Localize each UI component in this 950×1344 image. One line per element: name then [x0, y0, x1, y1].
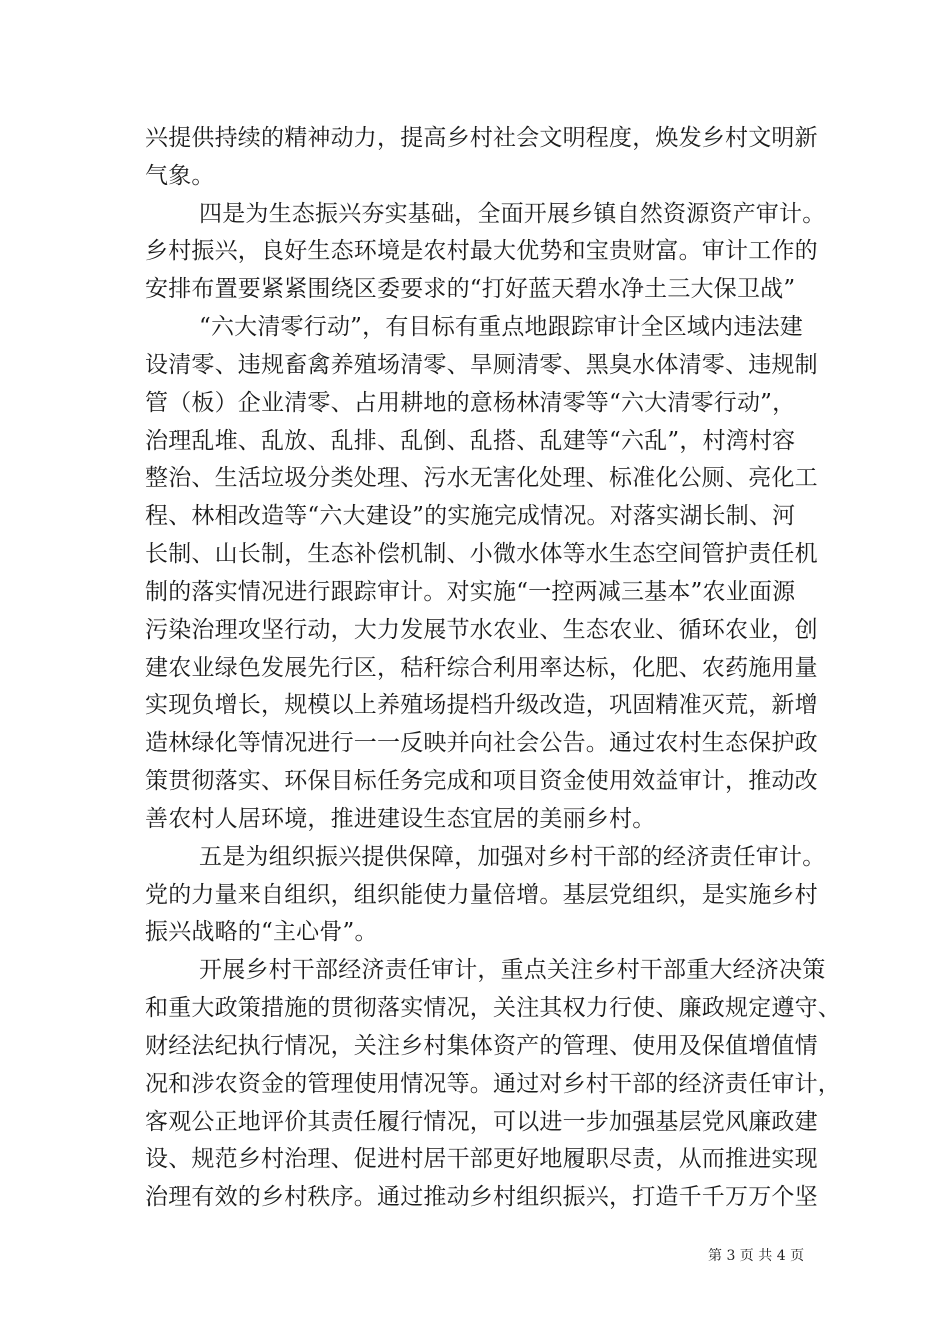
text-line: 况和涉农资金的管理使用情况等。通过对乡村干部的经济责任审计， — [145, 1071, 841, 1097]
text-line: 治理乱堆、乱放、乱排、乱倒、乱搭、乱建等“六乱”，村湾村容 — [145, 428, 796, 454]
text-line: 策贯彻落实、环保目标任务完成和项目资金使用效益审计，推动改 — [145, 768, 818, 794]
text-line: 污染治理攻坚行动，大力发展节水农业、生态农业、循环农业，创 — [145, 617, 818, 643]
text-line: 四是为生态振兴夯实基础，全面开展乡镇自然资源资产审计。 — [199, 201, 826, 227]
text-line: 兴提供持续的精神动力，提高乡村社会文明程度，焕发乡村文明新 — [145, 125, 818, 151]
text-line: 振兴战略的“主心骨”。 — [145, 919, 378, 945]
text-line: “六大清零行动”，有目标有重点地跟踪审计全区域内违法建 — [199, 314, 803, 340]
page-number: 第 3 页 共 4 页 — [708, 1248, 805, 1264]
text-line: 党的力量来自组织，组织能使力量倍增。基层党组织，是实施乡村 — [145, 882, 818, 908]
text-line: 安排布置要紧紧围绕区委要求的“打好蓝天碧水净土三大保卫战” — [145, 276, 796, 302]
text-line: 开展乡村干部经济责任审计，重点关注乡村干部重大经济决策 — [199, 957, 826, 983]
text-line: 建农业绿色发展先行区，秸秆综合利用率达标，化肥、农药施用量 — [145, 655, 818, 681]
text-line: 整治、生活垃圾分类处理、污水无害化处理、标准化公厕、亮化工 — [145, 465, 818, 491]
text-line: 财经法纪执行情况，关注乡村集体资产的管理、使用及保值增值情 — [145, 1033, 818, 1059]
text-line: 客观公正地评价其责任履行情况，可以进一步加强基层党风廉政建 — [145, 1109, 818, 1135]
text-line: 长制、山长制，生态补偿机制、小微水体等水生态空间管护责任机 — [145, 541, 818, 567]
text-line: 造林绿化等情况进行一一反映并向社会公告。通过农村生态保护政 — [145, 730, 818, 756]
text-line: 善农村人居环境，推进建设生态宜居的美丽乡村。 — [145, 806, 656, 832]
text-line: 和重大政策措施的贯彻落实情况，关注其权力行使、廉政规定遵守、 — [145, 995, 841, 1021]
text-line: 设、规范乡村治理、促进村居干部更好地履职尽责，从而推进实现 — [145, 1146, 818, 1172]
text-line: 实现负增长，规模以上养殖场提档升级改造，巩固精准灭荒，新增 — [145, 692, 818, 718]
text-line: 气象。 — [145, 163, 215, 189]
text-line: 制的落实情况进行跟踪审计。对实施“一控两减三基本”农业面源 — [145, 579, 796, 605]
text-line: 管（板）企业清零、占用耕地的意杨林清零等“六大清零行动”， — [145, 390, 796, 416]
text-line: 五是为组织振兴提供保障，加强对乡村干部的经济责任审计。 — [199, 844, 826, 870]
text-line: 治理有效的乡村秩序。通过推动乡村组织振兴，打造千千万万个坚 — [145, 1184, 818, 1210]
text-line: 乡村振兴，良好生态环境是农村最大优势和宝贵财富。审计工作的 — [145, 238, 818, 264]
text-line: 程、林相改造等“六大建设”的实施完成情况。对落实湖长制、河 — [145, 503, 796, 529]
text-line: 设清零、违规畜禽养殖场清零、旱厕清零、黑臭水体清零、违规制 — [145, 352, 818, 378]
